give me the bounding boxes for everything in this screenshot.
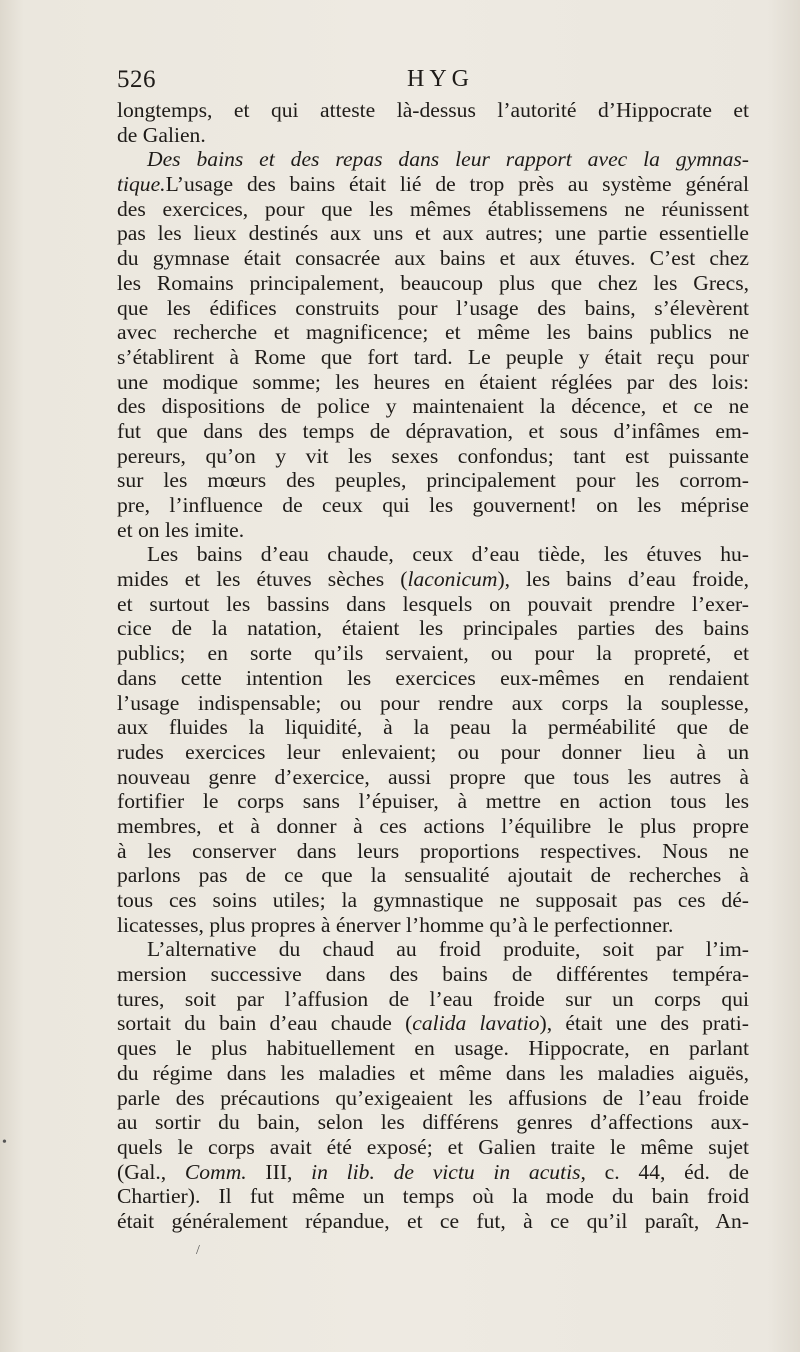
text-line: tures, soit par l’affusion de l’eau froide sur un corps qui: [117, 986, 749, 1011]
section-heading-line: Des bains et des repas dans leur rapport avec la gymnas-: [147, 147, 749, 172]
text-line: quels le corps avait été exposé; et Galien traite le même sujet: [117, 1134, 749, 1159]
italic-term: laconicum: [407, 567, 498, 592]
text-line: licatesses, plus propres à énerver l’homme qu’à le perfectionner.: [117, 912, 674, 937]
text-line: à les conserver dans leurs proportions respectives. Nous ne: [117, 838, 749, 863]
text-line: que les édifices construits pour l’usage des bains, s’élevèrent: [117, 295, 749, 320]
text-line: membres, et à donner à ces actions l’équilibre le plus propre: [117, 813, 749, 838]
citation-italic: Comm.: [184, 1159, 247, 1184]
running-head: HYG: [407, 66, 474, 92]
text-line: du gymnase était consacrée aux bains et aux étuves. C’est chez: [117, 246, 749, 271]
page-header: [117, 66, 749, 98]
text-line: sur les mœurs des peuples, principalement pour les corrom-: [117, 468, 749, 493]
text-line: cice de la natation, étaient les principales parties des bains: [117, 616, 749, 641]
text-line: pereurs, qu’on y vit les sexes confondus; tant est puissante: [117, 443, 749, 468]
text-line: tous ces soins utiles; la gymnastique ne supposait pas ces dé-: [117, 888, 749, 912]
text-line: L’alternative du chaud au froid produite, soit par l’im-: [147, 937, 749, 962]
text-line: une modique somme; les heures en étaient réglées par des lois:: [117, 369, 749, 394]
text-line: fortifier le corps sans l’épuiser, à mettre en action tous les: [117, 789, 749, 814]
text-line: pre, l’influence de ceux qui les gouvernent! on les méprise: [117, 493, 749, 517]
text-line: parle des précautions qu’exigeaient les affusions de l’eau froide: [117, 1085, 749, 1110]
text-line: s’établirent à Rome que fort tard. Le peuple y était reçu pour: [117, 344, 749, 369]
text-line: les Romains principalement, beaucoup plus que chez les Grecs,: [117, 270, 749, 295]
text-line: dans cette intention les exercices eux-mêmes en rendaient: [117, 665, 749, 690]
text-line: et on les imite.: [117, 517, 245, 542]
text-line: et surtout les bassins dans lesquels on pouvait prendre l’exer-: [117, 591, 749, 616]
text-line: mides et les étuves sèches (laconicum), les bains d’eau froide,: [117, 567, 749, 592]
text-line: des dispositions de police y maintenaient la décence, et ce ne: [117, 394, 749, 419]
text-line: rudes exercices leur enlevaient; ou pour donner lieu à un: [117, 739, 749, 764]
citation-italic: in lib. de victu in acutis: [311, 1159, 581, 1184]
page-number: 526: [117, 66, 156, 93]
body-text: [117, 98, 749, 1234]
text-line: avec recherche et magnificence; et même les bains publics ne: [117, 320, 749, 345]
text-line: parlons pas de ce que la sensualité ajoutait de recherches à: [117, 863, 749, 888]
text-line: sortait du bain d’eau chaude (calida lavatio), était une des prati-: [117, 1011, 749, 1036]
text-line: Les bains d’eau chaude, ceux d’eau tiède, les étuves hu-: [147, 542, 749, 567]
text-line: du régime dans les maladies et même dans les maladies aiguës,: [117, 1060, 749, 1085]
text-line: longtemps, et qui atteste là-dessus l’autorité d’Hippocrate et: [117, 98, 749, 122]
paper-speck: •: [2, 1135, 7, 1150]
text-line: nouveau genre d’exercice, aussi propre que tous les autres à: [117, 764, 749, 789]
text-line: de Galien.: [117, 122, 206, 147]
paper-speck: /: [196, 1243, 200, 1258]
text-line: fut que dans des temps de dépravation, et sous d’infâmes em-: [117, 418, 749, 443]
text-line: Chartier). Il fut même un temps où la mode du bain froid: [117, 1184, 749, 1209]
text-line: l’usage indispensable; ou pour rendre aux corps la souplesse,: [117, 690, 749, 715]
section-heading-end: tique.: [117, 172, 166, 197]
citation-line: (Gal., Comm. III, in lib. de victu in acutis, c. 44, éd. de: [117, 1159, 749, 1184]
text-line: tique.L’usage des bains était lié de trop près au système général: [117, 172, 749, 197]
italic-term: calida lavatio: [412, 1011, 540, 1036]
text-line: au sortir du bain, selon les différens genres d’affections aux-: [117, 1110, 749, 1135]
text-line: des exercices, pour que les mêmes établissemens ne réunissent: [117, 196, 749, 221]
text-line: ques le plus habituellement en usage. Hippocrate, en parlant: [117, 1036, 749, 1061]
text-line: aux fluides la liquidité, à la peau la perméabilité que de: [117, 715, 749, 740]
text-line: publics; en sorte qu’ils servaient, ou pour la propreté, et: [117, 641, 749, 666]
text-line: était généralement répandue, et ce fut, à ce qu’il paraît, An-: [117, 1208, 749, 1233]
text-line: mersion successive dans des bains de différentes tempéra-: [117, 962, 749, 987]
text-line: pas les lieux destinés aux uns et aux autres; une partie essentielle: [117, 221, 749, 246]
